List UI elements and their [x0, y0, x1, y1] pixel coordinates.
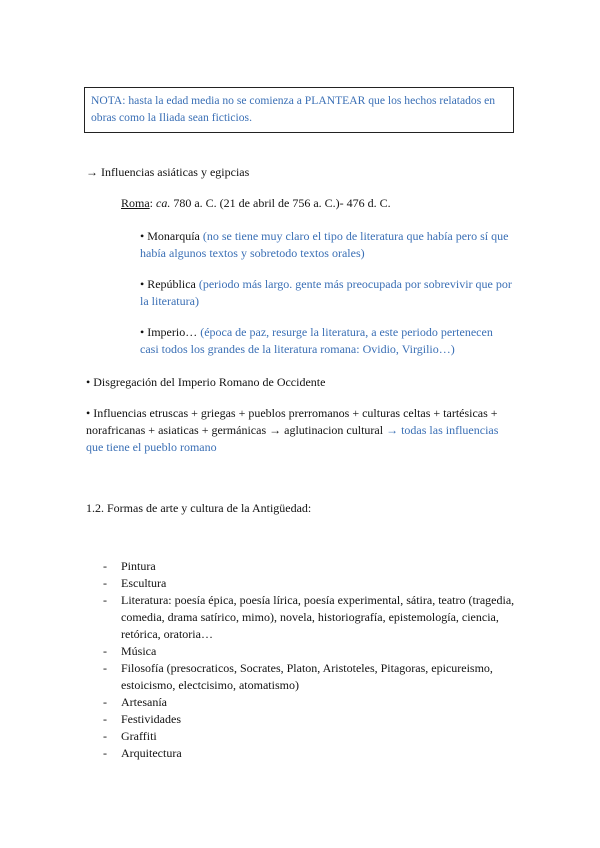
period-note: (periodo más largo. gente más preocupada por sobrevivir que por la literatura) — [140, 277, 512, 308]
bullet: • — [86, 406, 91, 420]
note-box — [84, 87, 514, 133]
roma-sep: : — [149, 196, 157, 210]
forms-list — [86, 558, 516, 762]
list-item: - Artesanía — [103, 695, 167, 709]
note-text: NOTA: hasta la edad media no se comienza a PLANTEAR que los hechos relatados en obras como la Iliada sean ficticios. — [91, 94, 496, 124]
influencias-paragraph — [86, 405, 511, 456]
disgregacion-text: Disgregación del Imperio Romano de Occidente — [93, 375, 326, 389]
period-name: República — [147, 277, 196, 291]
roma-line — [121, 195, 391, 212]
period-note: (época de paz, resurge la literatura, a este periodo pertenecen casi todos los grandes de la literatura romana: Ovidio, Virgilio…) — [140, 325, 493, 356]
list-item: - Filosofía (presocraticos, Socrates, Platon, Aristoteles, Pitagoras, epicureismo, estoicismo, electcisimo, atomatismo) — [103, 661, 493, 692]
list-item: - Festividades — [103, 712, 181, 726]
bullet: • — [86, 375, 91, 389]
bullet: • — [140, 229, 145, 243]
period-republica — [140, 276, 518, 310]
period-note: (no se tiene muy claro el tipo de literatura que había pero sí que había algunos textos y sobretodo textos orales) — [140, 229, 509, 260]
roma-ca: ca. — [156, 196, 171, 210]
list-item: - Música — [103, 644, 157, 658]
disgregacion-line — [86, 374, 325, 391]
influencias-paragraph-blue: → todas las influencias que tiene el pueblo romano — [86, 423, 499, 454]
section-title: 1.2. Formas de arte y cultura de la Antigüedad: — [86, 501, 312, 515]
roma-dates: 780 a. C. (21 de abril de 756 a. C.)- 476 d. C. — [170, 196, 391, 210]
period-name: Imperio… — [147, 325, 198, 339]
list-item: - Literatura: poesía épica, poesía lírica, poesía experimental, sátira, teatro (tragedia, comedia, drama satírico, mimo), novela, historiografía, epistemología, ciencia, retórica, oratoria… — [103, 593, 515, 641]
list-item: - Arquitectura — [103, 746, 182, 760]
arrow-icon: → — [86, 165, 98, 179]
period-imperio — [140, 324, 510, 358]
list-item: - Pintura — [103, 559, 156, 573]
influencias-text: Influencias asiáticas y egipcias — [101, 165, 250, 179]
bullet: • — [140, 325, 145, 339]
period-name: Monarquía — [147, 229, 200, 243]
roma-label: Roma — [121, 196, 150, 210]
period-monarquia — [140, 228, 518, 262]
bullet: • — [140, 277, 145, 291]
list-item: - Escultura — [103, 576, 167, 590]
influencias-heading — [86, 164, 249, 181]
influencias-paragraph-text: Influencias etruscas + griegas + pueblos prerromanos + culturas celtas + tartésicas + norafricanas + asiaticas + germánicas → aglutinacion cultural — [86, 406, 498, 437]
list-item: - Graffiti — [103, 729, 157, 743]
